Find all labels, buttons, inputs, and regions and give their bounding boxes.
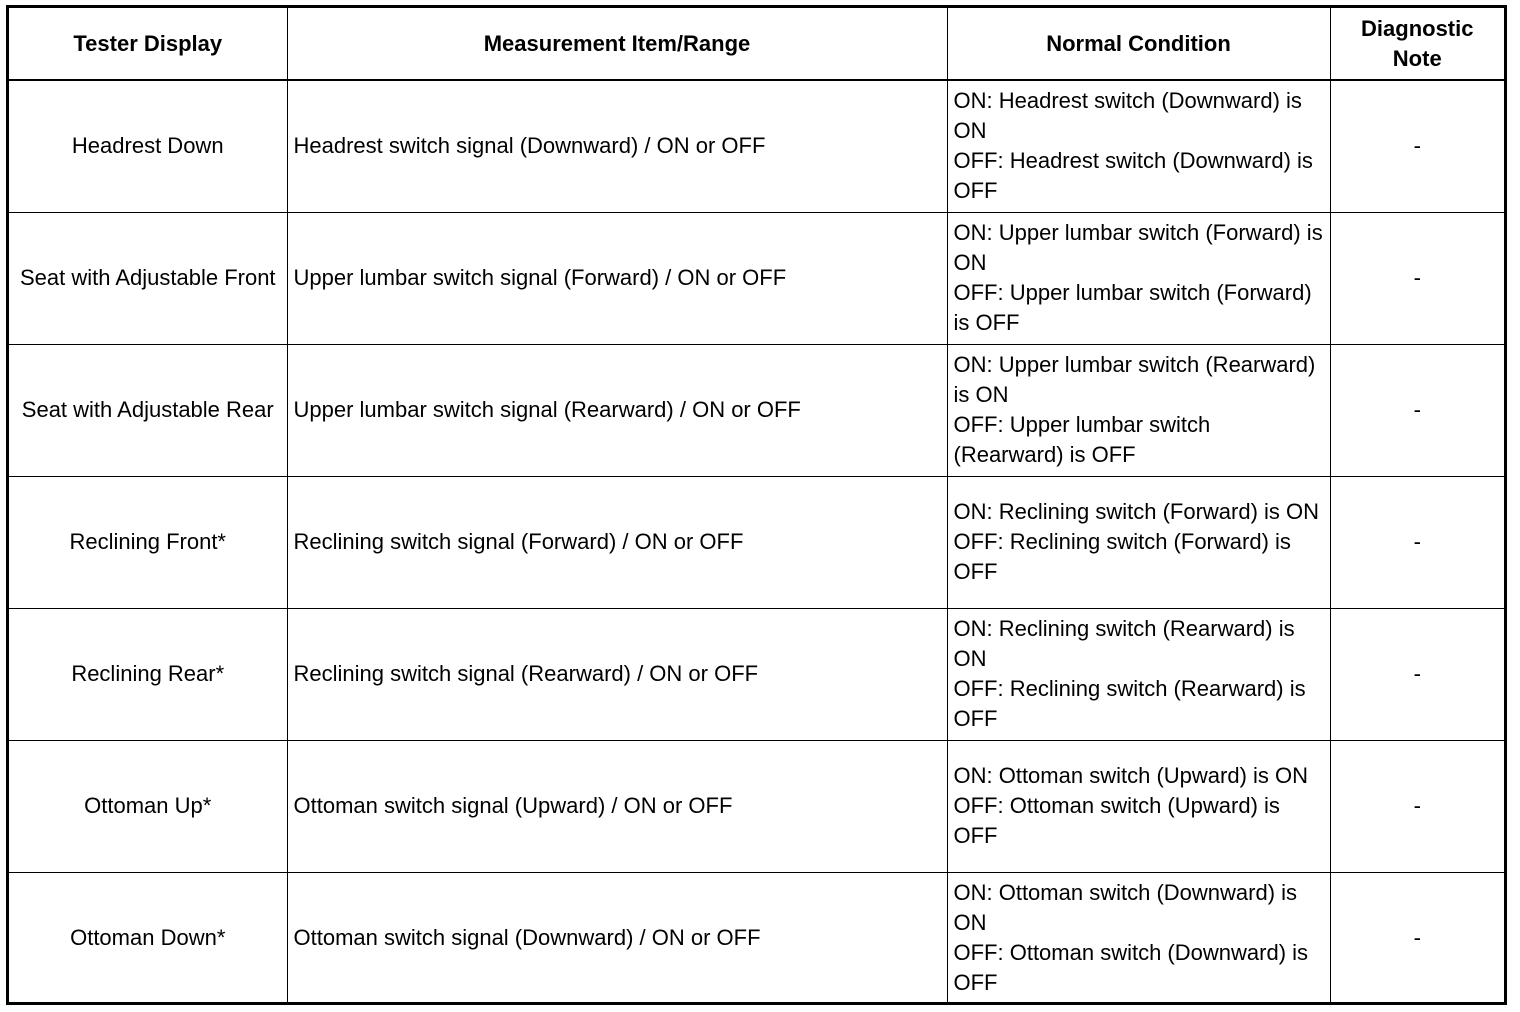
measurement-cell: Reclining switch signal (Forward) / ON or OFF	[287, 476, 947, 608]
normal-off-text: OFF: Reclining switch (Rearward) is OFF	[953, 676, 1306, 731]
measurement-cell: Ottoman switch signal (Downward) / ON or OFF	[287, 872, 947, 1004]
measurement-cell: Upper lumbar switch signal (Forward) / ON or OFF	[287, 212, 947, 344]
header-measurement: Measurement Item/Range	[287, 8, 947, 80]
tester-display-cell: Seat with Adjustable Rear	[9, 344, 287, 476]
tester-display-cell: Seat with Adjustable Front	[9, 212, 287, 344]
measurement-cell: Reclining switch signal (Rearward) / ON or OFF	[287, 608, 947, 740]
tester-display-cell: Ottoman Up*	[9, 740, 287, 872]
normal-condition-cell	[947, 740, 1330, 872]
normal-off-text: OFF: Headrest switch (Downward) is OFF	[953, 148, 1313, 204]
normal-on-text: ON: Reclining switch (Forward) is ON	[953, 499, 1320, 524]
normal-off-text: OFF: Ottoman switch (Upward) is OFF	[953, 793, 1280, 848]
table-row	[9, 740, 1504, 872]
normal-on-text: ON: Upper lumbar switch (Forward) is ON	[953, 220, 1323, 275]
diagnostic-note-cell: -	[1330, 608, 1504, 740]
table-row	[9, 872, 1504, 1004]
normal-condition-cell	[947, 344, 1330, 476]
normal-on-text: ON: Ottoman switch (Upward) is ON	[953, 763, 1309, 788]
diagnostic-note-cell: -	[1330, 872, 1504, 1004]
tester-display-cell: Reclining Front*	[9, 476, 287, 608]
header-tester-display: Tester Display	[9, 8, 287, 80]
data-table	[9, 8, 1504, 1004]
normal-off-text: OFF: Reclining switch (Forward) is OFF	[953, 529, 1291, 584]
normal-on-text: ON: Upper lumbar switch (Rearward) is ON	[953, 352, 1316, 407]
table-row	[9, 608, 1504, 740]
measurement-cell: Headrest switch signal (Downward) / ON or OFF	[287, 80, 947, 212]
normal-off-text: OFF: Ottoman switch (Downward) is OFF	[953, 940, 1309, 996]
normal-on-text: ON: Ottoman switch (Downward) is ON	[953, 880, 1298, 936]
table-row	[9, 344, 1504, 476]
normal-off-text: OFF: Upper lumbar switch (Rearward) is OFF	[953, 412, 1211, 467]
normal-on-text: ON: Reclining switch (Rearward) is ON	[953, 616, 1295, 671]
diagnostic-note-cell: -	[1330, 740, 1504, 872]
diagnostic-note-cell: -	[1330, 476, 1504, 608]
tester-display-cell: Headrest Down	[9, 80, 287, 212]
diagnostic-note-cell: -	[1330, 344, 1504, 476]
table-row	[9, 80, 1504, 212]
header-row	[9, 8, 1504, 80]
diagnostic-note-cell: -	[1330, 80, 1504, 212]
measurement-cell: Ottoman switch signal (Upward) / ON or OFF	[287, 740, 947, 872]
normal-condition-cell	[947, 80, 1330, 212]
normal-condition-cell	[947, 212, 1330, 344]
diagnostic-note-cell: -	[1330, 212, 1504, 344]
table-row	[9, 476, 1504, 608]
header-normal-condition: Normal Condition	[947, 8, 1330, 80]
normal-on-text: ON: Headrest switch (Downward) is ON	[953, 88, 1302, 144]
table-row	[9, 212, 1504, 344]
data-monitor-table	[6, 5, 1507, 1005]
tester-display-cell: Ottoman Down*	[9, 872, 287, 1004]
normal-off-text: OFF: Upper lumbar switch (Forward) is OFF	[953, 280, 1312, 335]
normal-condition-cell	[947, 608, 1330, 740]
tester-display-cell: Reclining Rear*	[9, 608, 287, 740]
normal-condition-cell	[947, 872, 1330, 1004]
header-diagnostic-note: Diagnostic Note	[1330, 8, 1504, 80]
measurement-cell: Upper lumbar switch signal (Rearward) / ON or OFF	[287, 344, 947, 476]
normal-condition-cell	[947, 476, 1330, 608]
